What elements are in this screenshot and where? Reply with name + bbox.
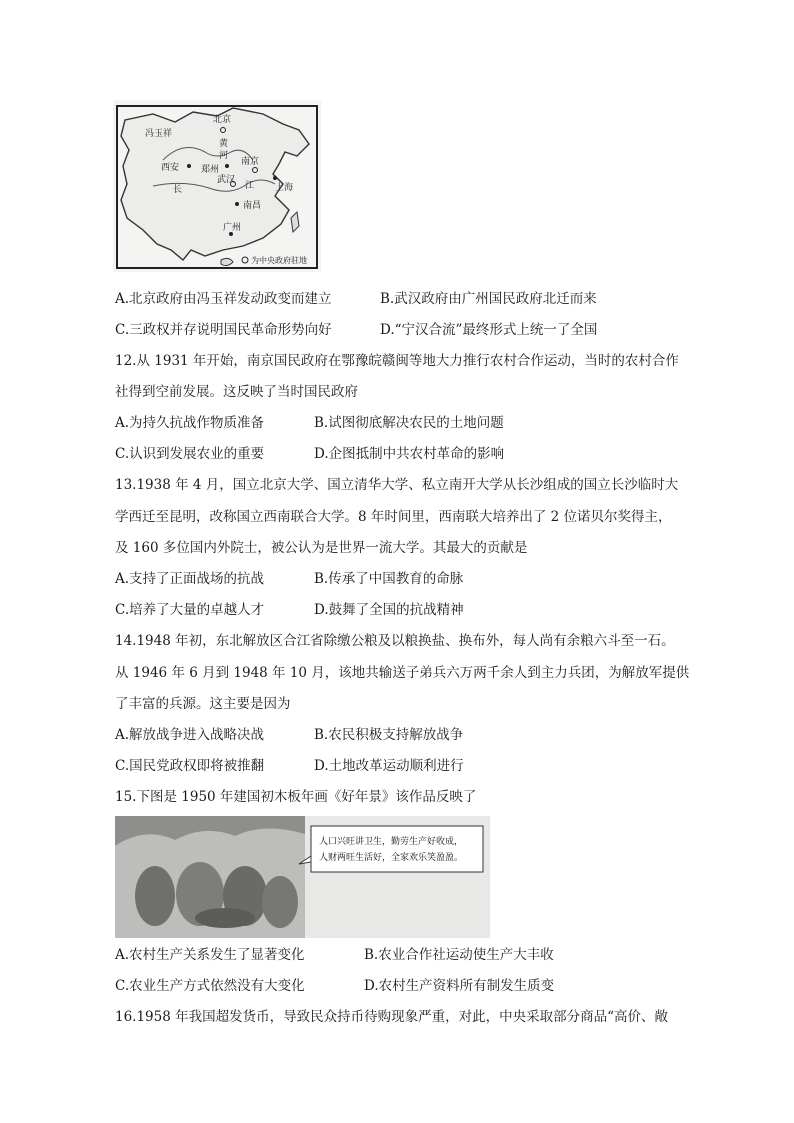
zhengzhou-marker bbox=[225, 164, 229, 168]
woodcut-caption-line2: 人财两旺生活好，全家欢乐笑盈盈。 bbox=[319, 853, 464, 863]
q15-stem-line1: 15.下图是 1950 年建国初木板年画《好年景》该作品反映了 bbox=[115, 789, 477, 805]
map-label-wuhan: 武汉 bbox=[217, 175, 236, 185]
q13-stem-line2: 学西迁至昆明，改称国立西南联合大学。8 年时间里，西南联大培养出了 2 位诺贝尔奖得主， bbox=[115, 509, 672, 525]
q12-stem-line2: 社得到空前发展。这反映了当时国民政府 bbox=[115, 384, 358, 400]
woodcut-caption-box bbox=[311, 826, 483, 872]
map-label-feng: 冯玉祥 bbox=[145, 129, 173, 139]
map-figure bbox=[113, 100, 321, 272]
q14-stem-line3: 了丰富的兵源。这主要是因为 bbox=[115, 696, 291, 712]
map-label-chang: 长 bbox=[173, 185, 183, 195]
q15-option-d: D.农村生产资料所有制发生质变 bbox=[364, 978, 555, 994]
map-label-he: 河 bbox=[219, 151, 229, 161]
q12-stem-line1: 12.从 1931 年开始，南京国民政府在鄂豫皖赣闽等地大力推行农村合作运动，当时的农村合作 bbox=[115, 353, 679, 369]
map-label-huang: 黄 bbox=[219, 139, 229, 149]
q11-option-b: B.武汉政府由广州国民政府北迁而来 bbox=[380, 291, 597, 307]
q11-option-d: D.“宁汉合流”最终形式上统一了全国 bbox=[380, 322, 598, 338]
nanchang-marker bbox=[235, 202, 239, 206]
woodcut-figure-left bbox=[135, 866, 175, 926]
q13-stem-line1: 13.1938 年 4 月，国立北京大学、国立清华大学、私立南开大学从长沙组成的国立长沙临时大 bbox=[115, 477, 679, 493]
map-label-shanghai: 上海 bbox=[275, 183, 294, 193]
map-label-jiang: 江 bbox=[245, 181, 255, 191]
woodcut-figure-right bbox=[262, 876, 298, 928]
map-label-xian: 西安 bbox=[161, 163, 180, 173]
map-label-guangzhou: 广州 bbox=[223, 223, 242, 233]
q13-stem-line3: 及 160 多位国内外院士，被公认为是世界一流大学。其最大的贡献是 bbox=[115, 540, 528, 556]
map-label-beijing: 北京 bbox=[213, 115, 232, 125]
shanghai-marker bbox=[273, 176, 277, 180]
q14-stem-line1: 14.1948 年初，东北解放区合江省除缴公粮及以粮换盐、换布外，每人尚有余粮六斗至一石。 bbox=[115, 633, 675, 649]
woodcut-caption-line1: 人口兴旺讲卫生，勤劳生产好收成， bbox=[319, 837, 464, 847]
q14-option-c: C.国民党政权即将被推翻 bbox=[115, 758, 265, 774]
woodcut-print-figure bbox=[115, 816, 490, 938]
q14-option-a: A.解放战争进入战略决战 bbox=[115, 727, 265, 743]
xian-marker bbox=[187, 164, 191, 168]
q15-option-a: A.农村生产关系发生了显著变化 bbox=[115, 947, 305, 963]
map-label-nanjing: 南京 bbox=[241, 157, 260, 167]
q13-option-a: A.支持了正面战场的抗战 bbox=[115, 571, 265, 587]
q11-option-a: A.北京政府由冯玉祥发动政变而建立 bbox=[115, 291, 332, 307]
woodcut-livestock bbox=[195, 908, 255, 928]
map-label-zhengzhou: 郑州 bbox=[201, 165, 220, 175]
map-legend-text: 为中央政府驻地 bbox=[251, 256, 307, 265]
q13-option-d: D.鼓舞了全国的抗战精神 bbox=[314, 602, 464, 618]
q15-option-c: C.农业生产方式依然没有大变化 bbox=[115, 978, 305, 994]
q16-stem-line1: 16.1958 年我国超发货币，导致民众持币待购现象严重，对此，中央采取部分商品“高价、敞 bbox=[115, 1009, 669, 1025]
q12-option-b: B.试图彻底解决农民的土地问题 bbox=[314, 415, 504, 431]
q14-option-b: B.农民积极支持解放战争 bbox=[314, 727, 464, 743]
q14-option-d: D.土地改革运动顺利进行 bbox=[314, 758, 464, 774]
q12-option-a: A.为持久抗战作物质准备 bbox=[115, 415, 265, 431]
q13-option-b: B.传承了中国教育的命脉 bbox=[314, 571, 464, 587]
map-label-nanchang: 南昌 bbox=[243, 201, 262, 211]
q13-option-c: C.培养了大量的卓越人才 bbox=[115, 602, 265, 618]
q12-option-c: C.认识到发展农业的重要 bbox=[115, 446, 265, 462]
q15-option-b: B.农业合作社运动使生产大丰收 bbox=[364, 947, 554, 963]
q14-stem-line2: 从 1946 年 6 月到 1948 年 10 月，该地共输送子弟兵六万两千余人到主力兵团，为解放军提供 bbox=[115, 665, 690, 681]
q12-option-d: D.企图抵制中共农村革命的影响 bbox=[314, 446, 505, 462]
q11-option-c: C.三政权并存说明国民革命形势向好 bbox=[115, 322, 332, 338]
